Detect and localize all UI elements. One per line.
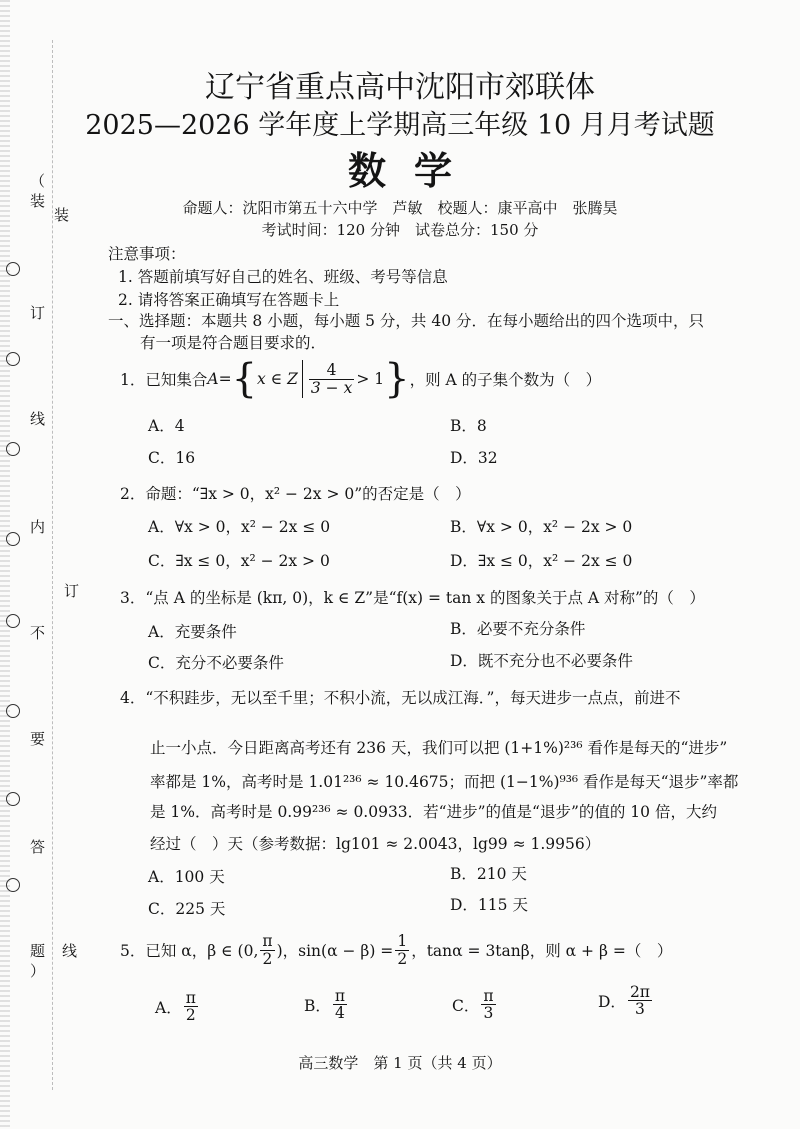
option-letter: A．	[155, 998, 182, 1017]
binding-hole	[6, 704, 20, 718]
exam-title-line2: 2025—2026 学年度上学期高三年级 10 月月考试题	[85, 110, 715, 141]
q2-option-c[interactable]: C．∃x ≤ 0，x² − 2x > 0	[148, 552, 330, 570]
question-5-stem	[120, 928, 672, 972]
question-4-line: 经过（ ）天（参考数据：lg101 ≈ 2.0043，lg99 ≈ 1.9956）	[150, 835, 601, 853]
q5-text: )，sin(α − β) =	[276, 942, 394, 960]
binding-hole	[6, 262, 20, 276]
question-number: 1．	[120, 371, 146, 389]
exam-info-line: 考试时间：120 分钟 试卷总分：150 分	[261, 221, 539, 239]
q5-text: 5．已知 α，β ∈ (0,	[120, 942, 259, 960]
q3-option-b[interactable]: B．必要不充分条件	[450, 620, 586, 638]
set-separator	[302, 360, 303, 398]
fraction-denominator: 3	[483, 1004, 494, 1023]
option-letter: D．	[598, 992, 626, 1011]
q2-option-b[interactable]: B．∀x > 0，x² − 2x > 0	[450, 518, 633, 536]
q5-text: ，tanα = 3tanβ，则 α + β =（ ）	[411, 942, 673, 960]
fraction-numerator: 2π	[629, 983, 650, 1001]
binding-char: ）	[30, 962, 46, 980]
fraction-denominator: 3	[635, 1000, 645, 1019]
q4-option-c[interactable]: C．225 天	[148, 900, 226, 918]
fraction	[481, 988, 495, 1022]
binding-char: 装	[30, 192, 46, 210]
question-3-stem: 3．“点 A 的坐标是 (kπ, 0)，k ∈ Z”是“f(x) = tan x 的图象关于点 A 对称”的（ ）	[120, 589, 705, 607]
notice-item: 2. 请将答案正确填写在答题卡上	[118, 291, 340, 309]
fraction-denominator: 2	[185, 1006, 196, 1025]
right-brace: }	[384, 356, 410, 402]
binding-hole	[6, 532, 20, 546]
fraction-numerator: π	[185, 989, 196, 1007]
option-letter: C．	[452, 996, 480, 1015]
q1-option-a[interactable]: A．4	[148, 417, 185, 435]
question-4-line: 率都是 1%，高考时是 1.01²³⁶ ≈ 10.4675；而把 (1−1%)⁹³⁶ 看作是每天“退步”率都	[150, 773, 739, 791]
q4-option-b[interactable]: B．210 天	[450, 865, 527, 883]
binding-char: 要	[30, 730, 46, 748]
option-letter: B．	[304, 996, 331, 1015]
binding-hole	[6, 352, 20, 366]
binding-hole	[6, 878, 20, 892]
q4-option-d[interactable]: D．115 天	[450, 896, 528, 914]
q1-question: ，则 A 的子集个数为（ ）	[409, 371, 602, 389]
fraction-numerator: 1	[397, 932, 408, 951]
question-1-stem	[120, 358, 601, 400]
q2-option-a[interactable]: A．∀x > 0，x² − 2x ≤ 0	[148, 518, 331, 536]
q5-option-a[interactable]	[155, 990, 200, 1024]
binding-char: 订	[30, 304, 46, 322]
q1-option-b[interactable]: B．8	[450, 417, 487, 435]
q3-option-c[interactable]: C．充分不必要条件	[148, 654, 284, 672]
q5-option-d[interactable]	[598, 984, 654, 1018]
q1-equals: =	[218, 370, 232, 388]
binding-char: 答	[30, 838, 46, 856]
q3-option-a[interactable]: A．充要条件	[148, 623, 237, 641]
exam-title-line1: 辽宁省重点高中沈阳市郊联体	[205, 70, 595, 105]
binding-char: 题	[30, 942, 46, 960]
fraction	[309, 362, 354, 396]
q1-option-d[interactable]: D．32	[450, 449, 498, 467]
fraction-numerator: π	[483, 987, 494, 1005]
page-footer: 高三数学 第 1 页（共 4 页）	[298, 1054, 502, 1072]
q4-option-a[interactable]: A．100 天	[148, 868, 225, 886]
fraction	[333, 988, 347, 1022]
binding-char: 装	[54, 206, 70, 224]
fraction-denominator: 4	[335, 1004, 345, 1023]
question-4-line: 4．“不积跬步，无以至千里；不积小流，无以成江海．”，每天进步一点点，前进不	[120, 689, 681, 707]
left-brace: {	[231, 356, 258, 402]
fraction-denominator: 3 − x	[310, 378, 353, 397]
binding-hole	[6, 792, 20, 806]
subject-title: 数学	[347, 148, 480, 193]
binding-char: 线	[62, 942, 78, 960]
question-4-line: 是 1%．高考时是 0.99²³⁶ ≈ 0.0933．若“进步”的值是“退步”的值的 10 倍，大约	[150, 803, 717, 821]
fraction	[184, 990, 198, 1024]
binding-hole	[6, 614, 20, 628]
fraction	[395, 933, 409, 967]
q1-inequality: > 1	[356, 370, 385, 388]
fraction	[260, 933, 274, 967]
binding-char: 内	[30, 518, 46, 536]
fraction-numerator: π	[262, 932, 273, 951]
binding-char: 线	[30, 410, 46, 428]
binding-hole	[6, 442, 20, 456]
q5-option-c[interactable]	[452, 988, 498, 1022]
q3-option-d[interactable]: D．既不充分也不必要条件	[450, 652, 633, 670]
q2-option-d[interactable]: D．∃x ≤ 0，x² − 2x ≤ 0	[450, 552, 633, 570]
fraction-numerator: 4	[309, 362, 354, 379]
fraction-denominator: 2	[262, 949, 273, 968]
q1-text: 已知集合	[145, 371, 208, 389]
q1-option-c[interactable]: C．16	[148, 449, 196, 467]
binding-char: 不	[30, 624, 46, 642]
q5-option-b[interactable]	[304, 988, 349, 1022]
section-heading-cont: 有一项是符合题目要求的．	[140, 334, 327, 352]
question-2-stem: 2．命题：“∃x > 0，x² − 2x > 0”的否定是（ ）	[120, 485, 471, 503]
binding-char: （	[30, 172, 46, 190]
fraction	[628, 984, 652, 1018]
fraction-denominator: 2	[397, 949, 408, 968]
set-symbol: A	[207, 370, 219, 388]
authors-line: 命题人：沈阳市第五十六中学 芦敏 校题人：康平高中 张腾昊	[182, 199, 618, 217]
notice-heading: 注意事项：	[108, 245, 186, 263]
notice-item: 1. 答题前填写好自己的姓名、班级、考号等信息	[118, 268, 448, 286]
binding-char: 订	[64, 582, 80, 600]
question-4-line: 止一小点．今日距离高考还有 236 天，我们可以把 (1+1%)²³⁶ 看作是每天的“进步”	[150, 739, 728, 757]
fraction-numerator: π	[334, 987, 346, 1005]
section-heading: 一、选择题：本题共 8 小题，每小题 5 分，共 40 分．在每小题给出的四个选项中，只	[108, 312, 705, 330]
set-element: x ∈ Z	[257, 370, 298, 388]
